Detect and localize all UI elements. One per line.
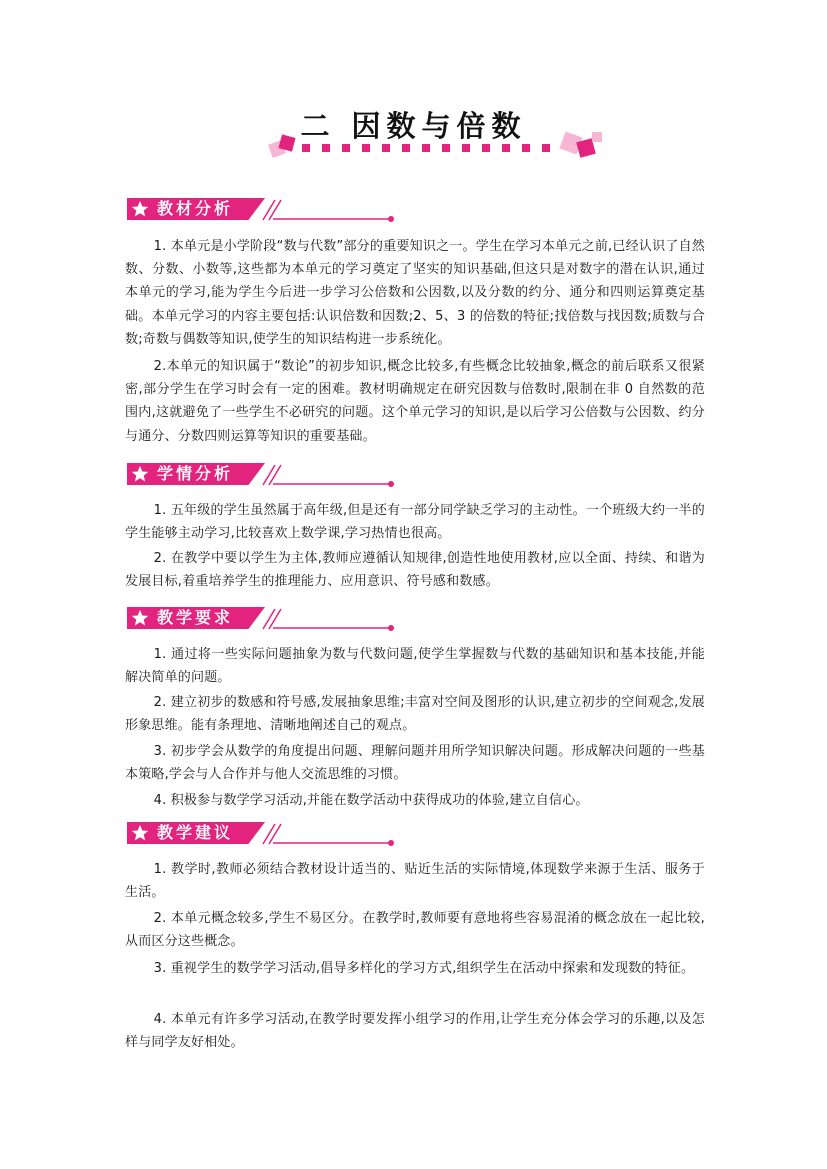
paragraph: 4. 本单元有许多学习活动,在教学时要发挥小组学习的作用,让学生充分体会学习的乐趣,以及怎样与同学友好相处。: [125, 1012, 705, 1051]
title-decoration: [262, 128, 612, 162]
paragraph: 2.本单元的知识属于“数论”的初步知识,概念比较多,有些概念比较抽象,概念的前后联系又很紧密,部分学生在学习时会有一定的困难。教材明确规定在研究因数与倍数时,限制在非 0 自然数的范围内,这就避免了一些学生不必研究的问题。这个单元学习的知识,是以后学习公倍数与公因数、约分与通分、分数四则运算等知识的重要基础。: [125, 359, 705, 444]
paragraph: 4. 积极参与数学学习活动,并能在数学活动中获得成功的体验,建立自信心。: [153, 793, 589, 808]
section-header-teaching-requirements: [127, 607, 407, 631]
paragraph: 1. 通过将一些实际问题抽象为数与代数问题,使学生掌握数与代数的基础知识和基本技能,并能解决简单的问题。: [125, 647, 705, 686]
paragraph: 2. 建立初步的数感和符号感,发展抽象思维;丰富对空间及图形的认识,建立初步的空间观念,发展形象思维。能有条理地、清晰地阐述自己的观点。: [125, 695, 705, 734]
paragraph: 1. 五年级的学生虽然属于高年级,但是还有一部分同学缺乏学习的主动性。一个班级大约一半的学生能够主动学习,比较喜欢上数学课,学习热情也很高。: [125, 503, 705, 542]
star-icon: [131, 824, 149, 842]
section-header-textbook-analysis: [127, 198, 407, 222]
paragraph: 3. 初步学会从数学的角度提出问题、理解问题并用所学知识解决问题。形成解决问题的一些基本策略,学会与人合作并与他人交流思维的习惯。: [125, 744, 705, 783]
section-header-student-analysis: [127, 463, 407, 487]
section-underline-decoration: [257, 607, 417, 631]
paragraph: 2. 本单元概念较多,学生不易区分。在教学时,教师要有意地将些容易混淆的概念放在一起比较,从而区分这些概念。: [125, 911, 705, 950]
chapter-title: 二 因数与倍数: [300, 109, 527, 143]
star-icon: [131, 465, 149, 483]
star-icon: [131, 200, 149, 218]
section-title: 教学要求: [157, 608, 234, 627]
section-header-teaching-suggestions: [127, 822, 407, 846]
section-title: 学情分析: [157, 464, 234, 483]
section-title: 教材分析: [157, 199, 234, 218]
star-icon: [131, 609, 149, 627]
paragraph: 3. 重视学生的数学学习活动,倡导多样化的学习方式,组织学生在活动中探索和发现数的特征。: [153, 961, 695, 976]
section-underline-decoration: [257, 198, 417, 222]
section-underline-decoration: [257, 822, 417, 846]
section-title: 教学建议: [157, 823, 234, 842]
paragraph: 2. 在教学中要以学生为主体,教师应遵循认知规律,创造性地使用教材,应以全面、持续、和谐为发展目标,着重培养学生的推理能力、应用意识、符号感和数感。: [125, 551, 705, 590]
paragraph: 1. 教学时,教师必须结合教材设计适当的、贴近生活的实际情境,体现数学来源于生活、服务于生活。: [125, 862, 705, 901]
section-underline-decoration: [257, 463, 417, 487]
paragraph: 1. 本单元是小学阶段“数与代数”部分的重要知识之一。学生在学习本单元之前,已经认识了自然数、分数、小数等,这些都为本单元的学习奠定了坚实的知识基础,但这只是对数字的潜在认识,通过本单元的学习,能为学生今后进一步学习公倍数和公因数,以及分数的约分、通分和四则运算奠定基础。本单元学习的内容主要包括:认识倍数和因数;2、5、3 的倍数的特征;找倍数与找因数;质数与合数;奇数与偶数等知识,使学生的知识结构进一步系统化。: [125, 239, 705, 347]
